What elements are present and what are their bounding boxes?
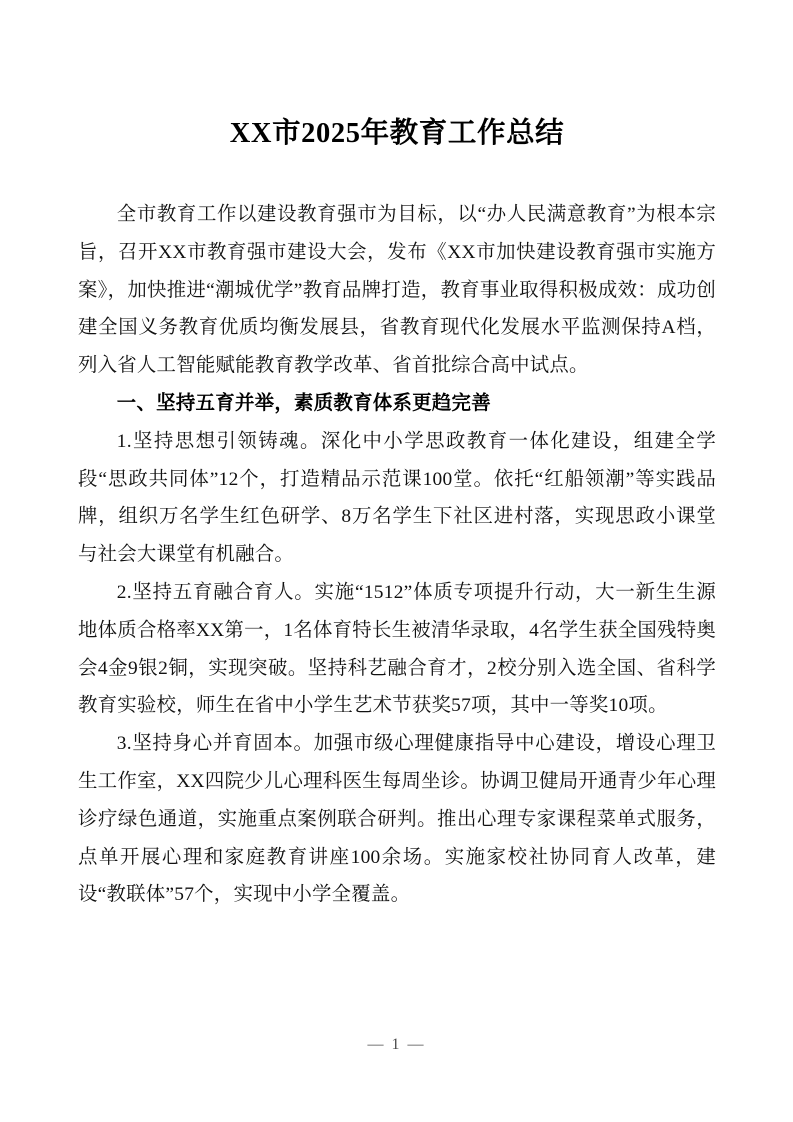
section-1-paragraph-2: 2.坚持五育融合育人。实施“1512”体质专项提升行动，大一新生生源地体质合格率XX第一，1名体育特长生被清华录取，4名学生获全国残特奥会4金9银2铜，实现突破。坚持科艺融合育才，2校分别入选全国、省科学教育实验校，师生在省中小学生艺术节获奖57项，其中一等奖10项。	[78, 581, 716, 717]
lead-paragraph: 全市教育工作以建设教育强市为目标，以“办人民满意教育”为根本宗旨，召开XX市教育强市建设大会，发布《XX市加快建设教育强市实施方案》，加快推进“潮城优学”教育品牌打造，教育事业取得积极成效：成功创建全国义务教育优质均衡发展县，省教育现代化发展水平监测保持A档，列入省人工智能赋能教育教学改革、省首批综合高中试点。	[78, 204, 716, 377]
section-1-paragraph-3: 3.坚持身心并育固本。加强市级心理健康指导中心建设，增设心理卫生工作室，XX四院少儿心理科医生每周坐诊。协调卫健局开通青少年心理诊疗绿色通道，实施重点案例联合研判。推出心理专家课程菜单式服务，点单开展心理和家庭教育讲座100余场。实施家校社协同育人改革，建设“教联体”57个，实现中小学全覆盖。	[78, 733, 716, 906]
section-heading-1: 一、坚持五育并举，素质教育体系更趋完善	[116, 391, 491, 414]
section-1-paragraph-1: 1.坚持思想引领铸魂。深化中小学思政教育一体化建设，组建全学段“思政共同体”12个，打造精品示范课100堂。依托“红船领潮”等实践品牌，组织万名学生红色研学、8万名学生下社区进村落，实现思政小课堂与社会大课堂有机融合。	[78, 430, 716, 566]
page-number-footer: — 1 —	[367, 1036, 426, 1053]
document-content	[78, 0, 716, 914]
page-title: XX市2025年教育工作总结	[229, 118, 565, 149]
